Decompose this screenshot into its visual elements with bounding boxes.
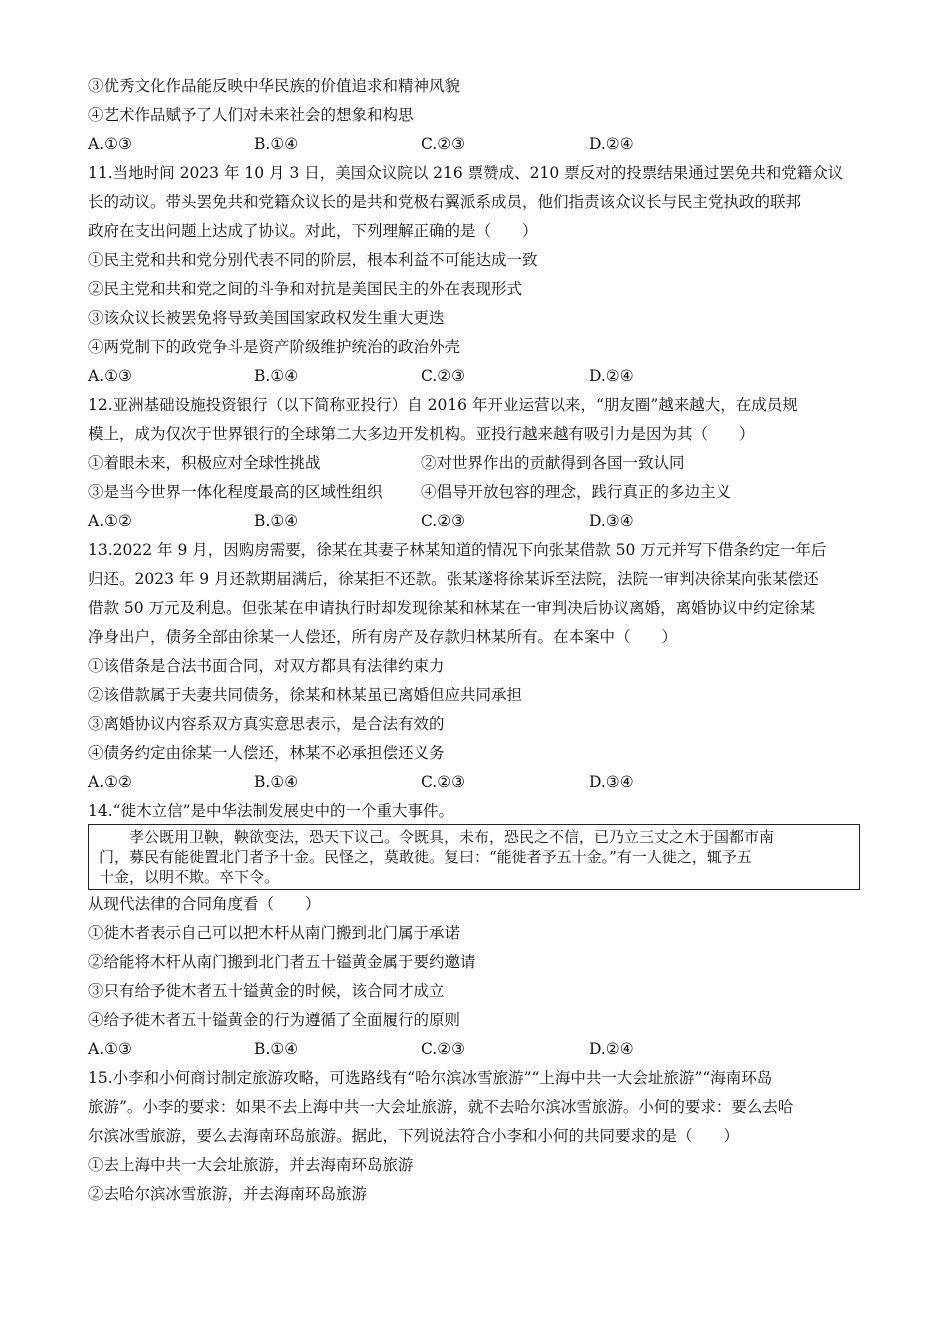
option-b[interactable]: B.①④ (254, 367, 299, 385)
q14-question: 从现代法律的合同角度看（ ） (88, 895, 321, 913)
q11-statement-3: ③该众议长被罢免将导致美国国家政权发生重大更迭 (88, 309, 445, 327)
option-a[interactable]: A.①③ (88, 367, 132, 385)
q13-statement-4: ④债务约定由徐某一人偿还，林某不必承担偿还义务 (88, 744, 445, 762)
option-c[interactable]: C.②③ (421, 367, 466, 385)
q14-material-line-3: 十金，以明不欺。卒下令。 (99, 868, 280, 886)
q12-options (88, 511, 868, 531)
q11-stem-1: 11.当地时间 2023 年 10 月 3 日，美国众议院以 216 票赞成、210 票反对的投票结果通过罢免共和党籍众议 (88, 164, 844, 182)
option-b[interactable]: B.①④ (254, 135, 299, 153)
q11-stem-3: 政府在支出问题上达成了协议。对此，下列理解正确的是（ ） (88, 222, 538, 240)
q12-statement-3: ③是当今世界一体化程度最高的区域性组织 (88, 483, 383, 501)
q11-statement-2: ②民主党和共和党之间的斗争和对抗是美国民主的外在表现形式 (88, 280, 523, 298)
option-c[interactable]: C.②③ (421, 773, 466, 791)
q13-stem-1: 13.2022 年 9 月，因购房需要，徐某在其妻子林某知道的情况下向张某借款 50 万元并写下借条约定一年后 (88, 541, 827, 559)
q14-material-line-2: 门，募民有能徙置北门者予十金。民怪之，莫敢徙。复曰：“能徙者予五十金。”有一人徙之，辄予五 (99, 848, 752, 866)
q13-stem-4: 净身出户，债务全部由徐某一人偿还，所有房产及存款归林某所有。在本案中（ ） (88, 628, 678, 646)
option-b[interactable]: B.①④ (254, 512, 299, 530)
option-d[interactable]: D.②④ (589, 367, 634, 385)
q11-stem-2: 长的动议。带头罢免共和党籍众议长的是共和党极右翼派系成员，他们指责该众议长与民主党执政的联邦 (88, 193, 802, 211)
q12-stem-2: 模上，成为仅次于世界银行的全球第二大多边开发机构。亚投行越来越有吸引力是因为其（ ） (88, 425, 755, 443)
q14-material-line-1: 孝公既用卫鞅，鞅欲变法，恐天下议己。令既具，未布，恐民之不信，已乃立三丈之木于国都市南 (99, 828, 775, 846)
q11-statement-1: ①民主党和共和党分别代表不同的阶层，根本利益不可能达成一致 (88, 251, 538, 269)
q14-options (88, 1039, 868, 1059)
q14-statement-3: ③只有给予徙木者五十镒黄金的时候，该合同才成立 (88, 982, 445, 1000)
q15-stem-1: 15.小李和小何商讨制定旅游攻略，可选路线有“哈尔滨冰雪旅游”“上海中共一大会址旅游”“海南环岛 (88, 1069, 773, 1087)
q13-stem-2: 归还。2023 年 9 月还款期届满后，徐某拒不还款。张某遂将徐某诉至法院，法院一审判决徐某向张某偿还 (88, 570, 819, 588)
q13-options (88, 772, 868, 792)
q14-statement-1: ①徙木者表示自己可以把木杆从南门搬到北门属于承诺 (88, 924, 461, 942)
option-b[interactable]: B.①④ (254, 1040, 299, 1058)
q13-stem-3: 借款 50 万元及利息。但张某在申请执行时却发现徐某和林某在一审判决后协议离婚，离婚协议中约定徐某 (88, 599, 816, 617)
q14-statement-2: ②给能将木杆从南门搬到北门者五十镒黄金属于要约邀请 (88, 953, 476, 971)
option-a[interactable]: A.①② (88, 773, 132, 791)
q10-options (88, 134, 868, 154)
q15-stem-3: 尔滨冰雪旅游，要么去海南环岛旅游。据此，下列说法符合小李和小何的共同要求的是（ ） (88, 1127, 740, 1145)
q15-stem-2: 旅游”。小李的要求：如果不去上海中共一大会址旅游，就不去哈尔滨冰雪旅游。小何的要求：要么去哈 (88, 1098, 794, 1116)
option-d[interactable]: D.②④ (589, 135, 634, 153)
q10-statement-3: ③优秀文化作品能反映中华民族的价值追求和精神风貌 (88, 77, 461, 95)
q12-stem-1: 12.亚洲基础设施投资银行（以下简称亚投行）自 2016 年开业运营以来，“朋友圈”越来越大，在成员规 (88, 396, 798, 414)
option-c[interactable]: C.②③ (421, 512, 466, 530)
option-c[interactable]: C.②③ (421, 135, 466, 153)
q11-options (88, 366, 868, 386)
q13-statement-2: ②该借款属于夫妻共同债务，徐某和林某虽已离婚但应共同承担 (88, 686, 523, 704)
q13-statement-1: ①该借条是合法书面合同，对双方都具有法律约束力 (88, 657, 445, 675)
q11-statement-4: ④两党制下的政党争斗是资产阶级维护统治的政治外壳 (88, 338, 461, 356)
q12-statement-1: ①着眼未来，积极应对全球性挑战 (88, 454, 321, 472)
q12-statement-4: ④倡导开放包容的理念，践行真正的多边主义 (421, 483, 732, 501)
q14-statement-4: ④给予徙木者五十镒黄金的行为遵循了全面履行的原则 (88, 1011, 461, 1029)
option-c[interactable]: C.②③ (421, 1040, 466, 1058)
q15-statement-2: ②去哈尔滨冰雪旅游，并去海南环岛旅游 (88, 1185, 368, 1203)
option-d[interactable]: D.③④ (589, 512, 634, 530)
q15-statement-1: ①去上海中共一大会址旅游，并去海南环岛旅游 (88, 1156, 414, 1174)
option-d[interactable]: D.②④ (589, 1040, 634, 1058)
q14-material-box (88, 824, 860, 890)
q13-statement-3: ③离婚协议内容系双方真实意思表示，是合法有效的 (88, 715, 445, 733)
option-a[interactable]: A.①② (88, 512, 132, 530)
q14-stem: 14.“徙木立信”是中华法制发展史中的一个重大事件。 (88, 802, 454, 820)
option-b[interactable]: B.①④ (254, 773, 299, 791)
option-a[interactable]: A.①③ (88, 1040, 132, 1058)
option-d[interactable]: D.③④ (589, 773, 634, 791)
q10-statement-4: ④艺术作品赋予了人们对未来社会的想象和构思 (88, 106, 414, 124)
q12-statement-2: ②对世界作出的贡献得到各国一致认同 (421, 454, 685, 472)
option-a[interactable]: A.①③ (88, 135, 132, 153)
